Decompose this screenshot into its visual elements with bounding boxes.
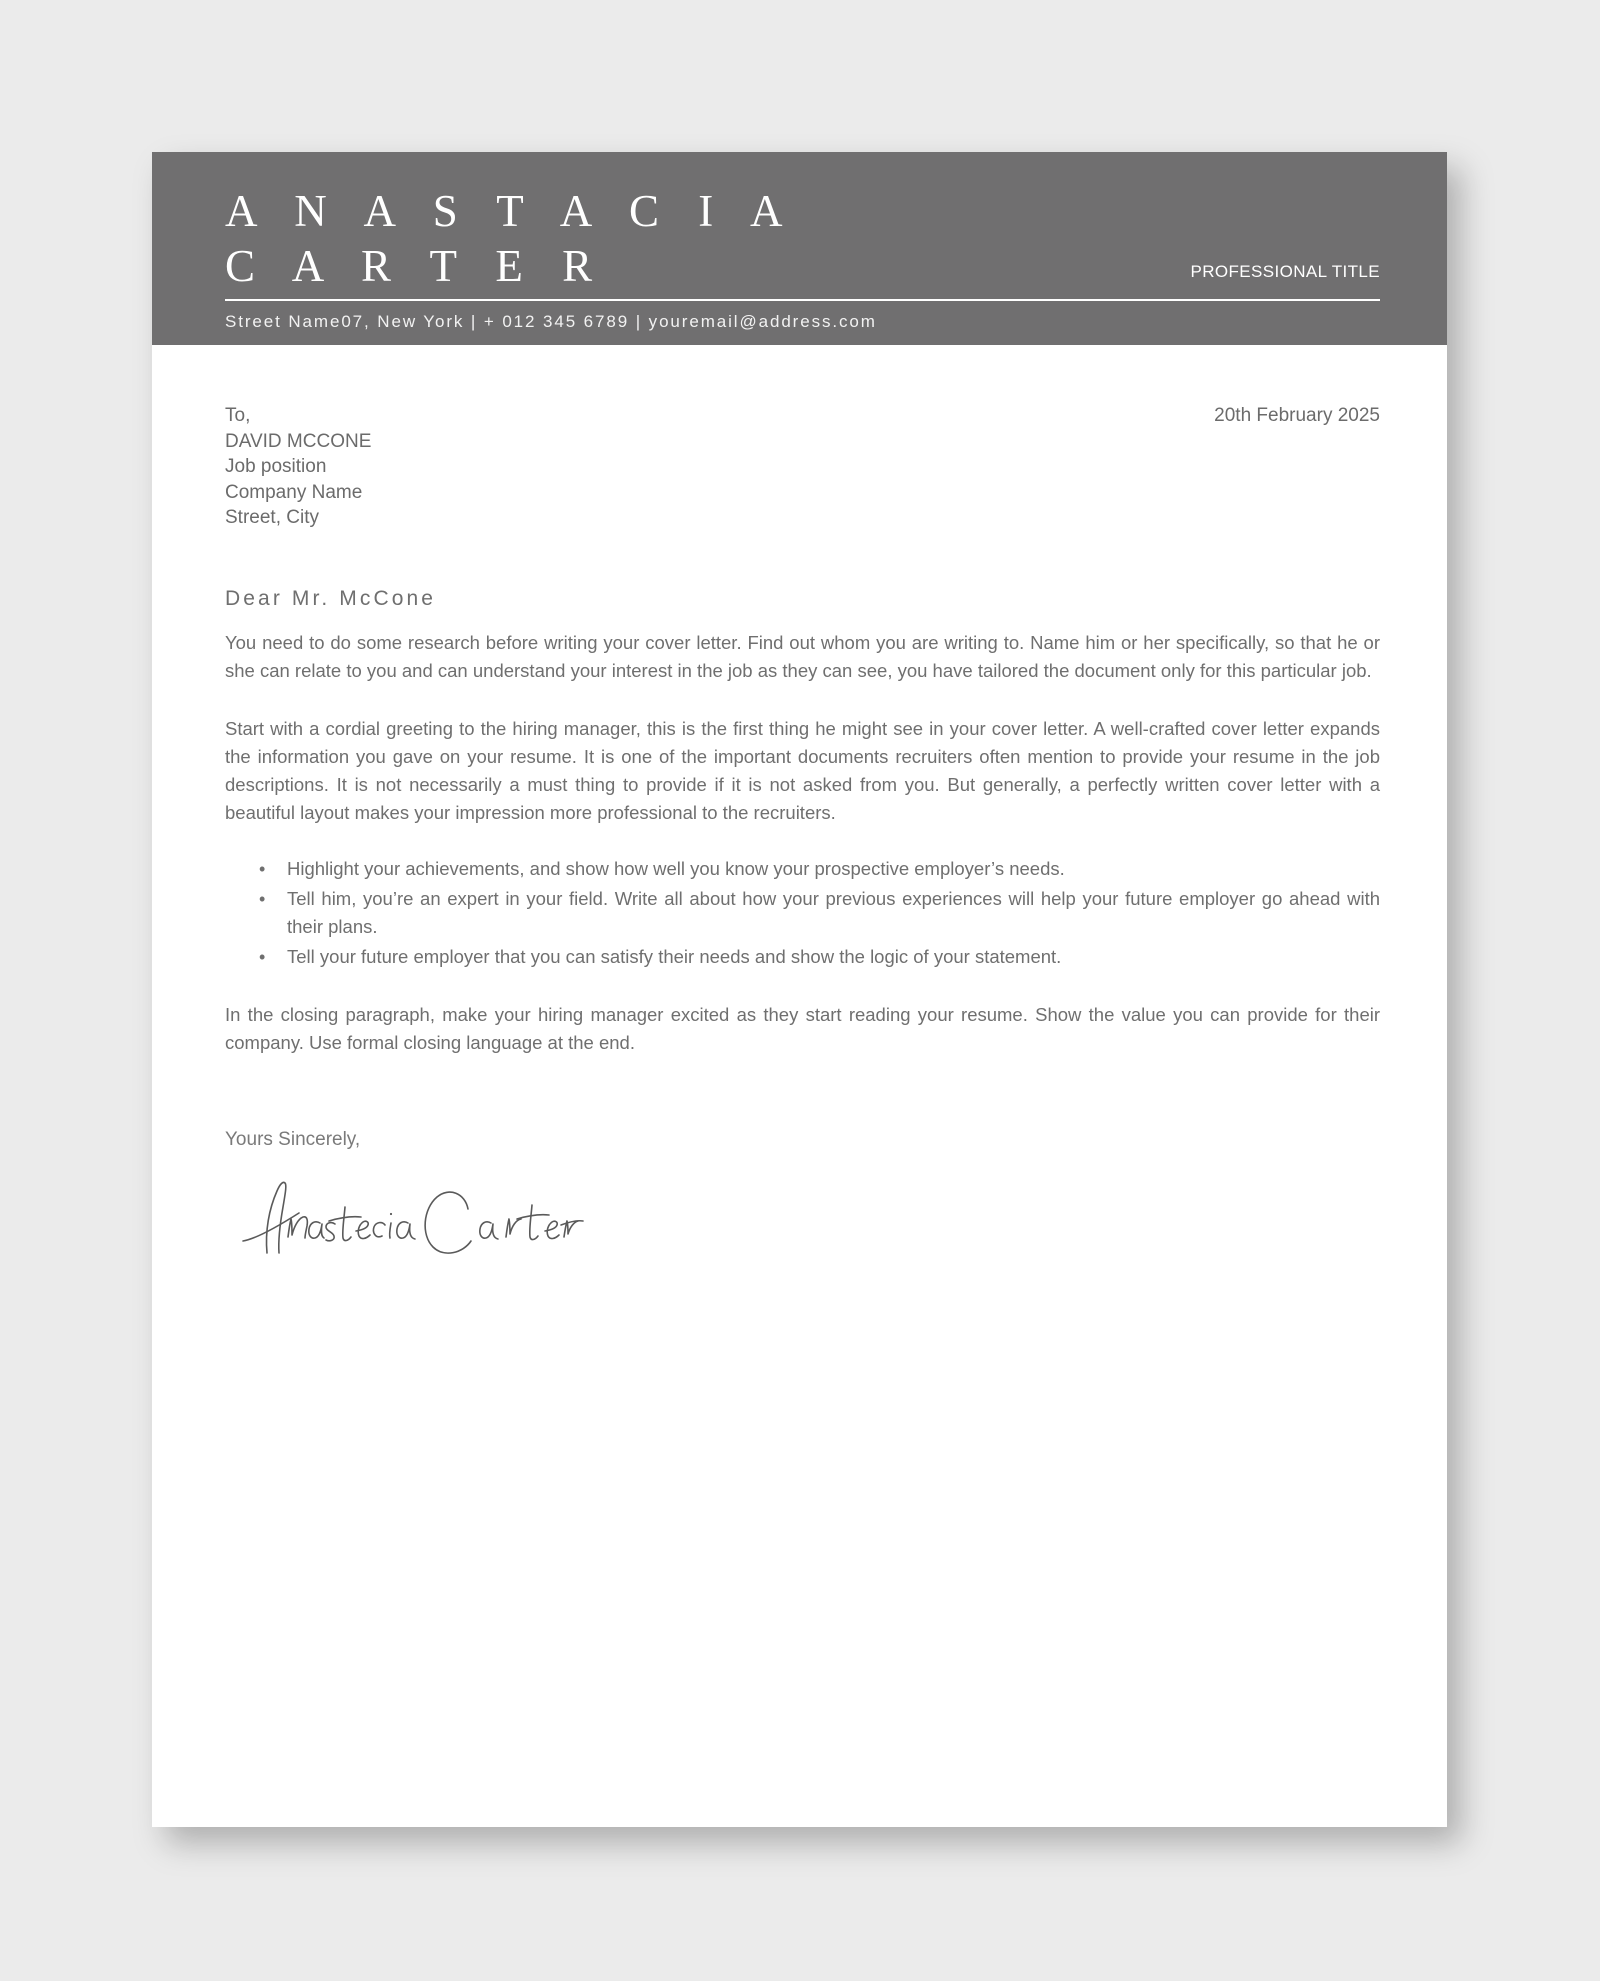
recipient-name: DAVID MCCONE: [225, 430, 372, 452]
list-item: [259, 855, 1380, 883]
sender-last-name: C A R T E R: [225, 241, 607, 291]
sender-contact-line: Street Name07, New York | + 012 345 6789 | youremail@address.com: [225, 312, 877, 331]
recipient-to-label: To,: [225, 405, 251, 426]
signoff-text: Yours Sincerely,: [225, 1129, 361, 1150]
professional-title: PROFESSIONAL TITLE: [1190, 262, 1380, 281]
body-paragraph-3: In the closing paragraph, make your hiring manager excited as they start reading your resume. Show the value you can provide for their company. Use formal closing language at the end.: [225, 1004, 1380, 1053]
header-divider-rule: [225, 299, 1380, 301]
recipient-address: Street, City: [225, 507, 319, 528]
letter-body: [152, 403, 1447, 1259]
bullet-icon: •: [259, 889, 266, 909]
bullet-icon: •: [259, 947, 266, 967]
sender-name-block: [225, 184, 796, 294]
list-item-text: Tell him, you’re an expert in your field. Write all about how your previous experiences will help your future employer go ahead with their plans.: [287, 888, 1380, 937]
letter-date: 20th February 2025: [1214, 405, 1380, 426]
letter-meta-row: [225, 403, 1380, 528]
signature-image: [225, 1169, 585, 1259]
letter-page: [152, 152, 1447, 1827]
letterhead-header: [152, 152, 1447, 345]
header-inner: [225, 152, 1380, 345]
recipient-position: Job position: [225, 456, 327, 477]
body-paragraph-1: You need to do some research before writing your cover letter. Find out whom you are writing to. Name him or her specifically, so that he or she can relate to you and can understand your interest in the job as they can see, you have tailored the document only for this particular job.: [225, 632, 1380, 681]
sender-first-name: A N A S T A C I A: [225, 186, 797, 236]
list-item-text: Highlight your achievements, and show how well you know your prospective employer’s needs.: [287, 858, 1065, 879]
list-item-text: Tell your future employer that you can satisfy their needs and show the logic of your statement.: [287, 946, 1062, 967]
body-paragraph-2: Start with a cordial greeting to the hiring manager, this is the first thing he might see in your cover letter. A well-crafted cover letter expands the information you gave on your resume. It is one of the important documents recruiters often mention to provide your resume in the job descriptions. It is not necessarily a must thing to provide if it is not asked from you. But generally, a perfectly written cover letter with a beautiful layout makes your impression more professional to the recruiters.: [225, 718, 1380, 823]
salutation: Dear Mr. McCone: [225, 587, 437, 610]
recipient-block: [225, 403, 1380, 531]
recipient-company: Company Name: [225, 481, 363, 503]
list-item: [259, 885, 1380, 941]
key-points-list: [225, 855, 1380, 971]
bullet-icon: •: [259, 859, 266, 879]
list-item: [259, 943, 1380, 971]
